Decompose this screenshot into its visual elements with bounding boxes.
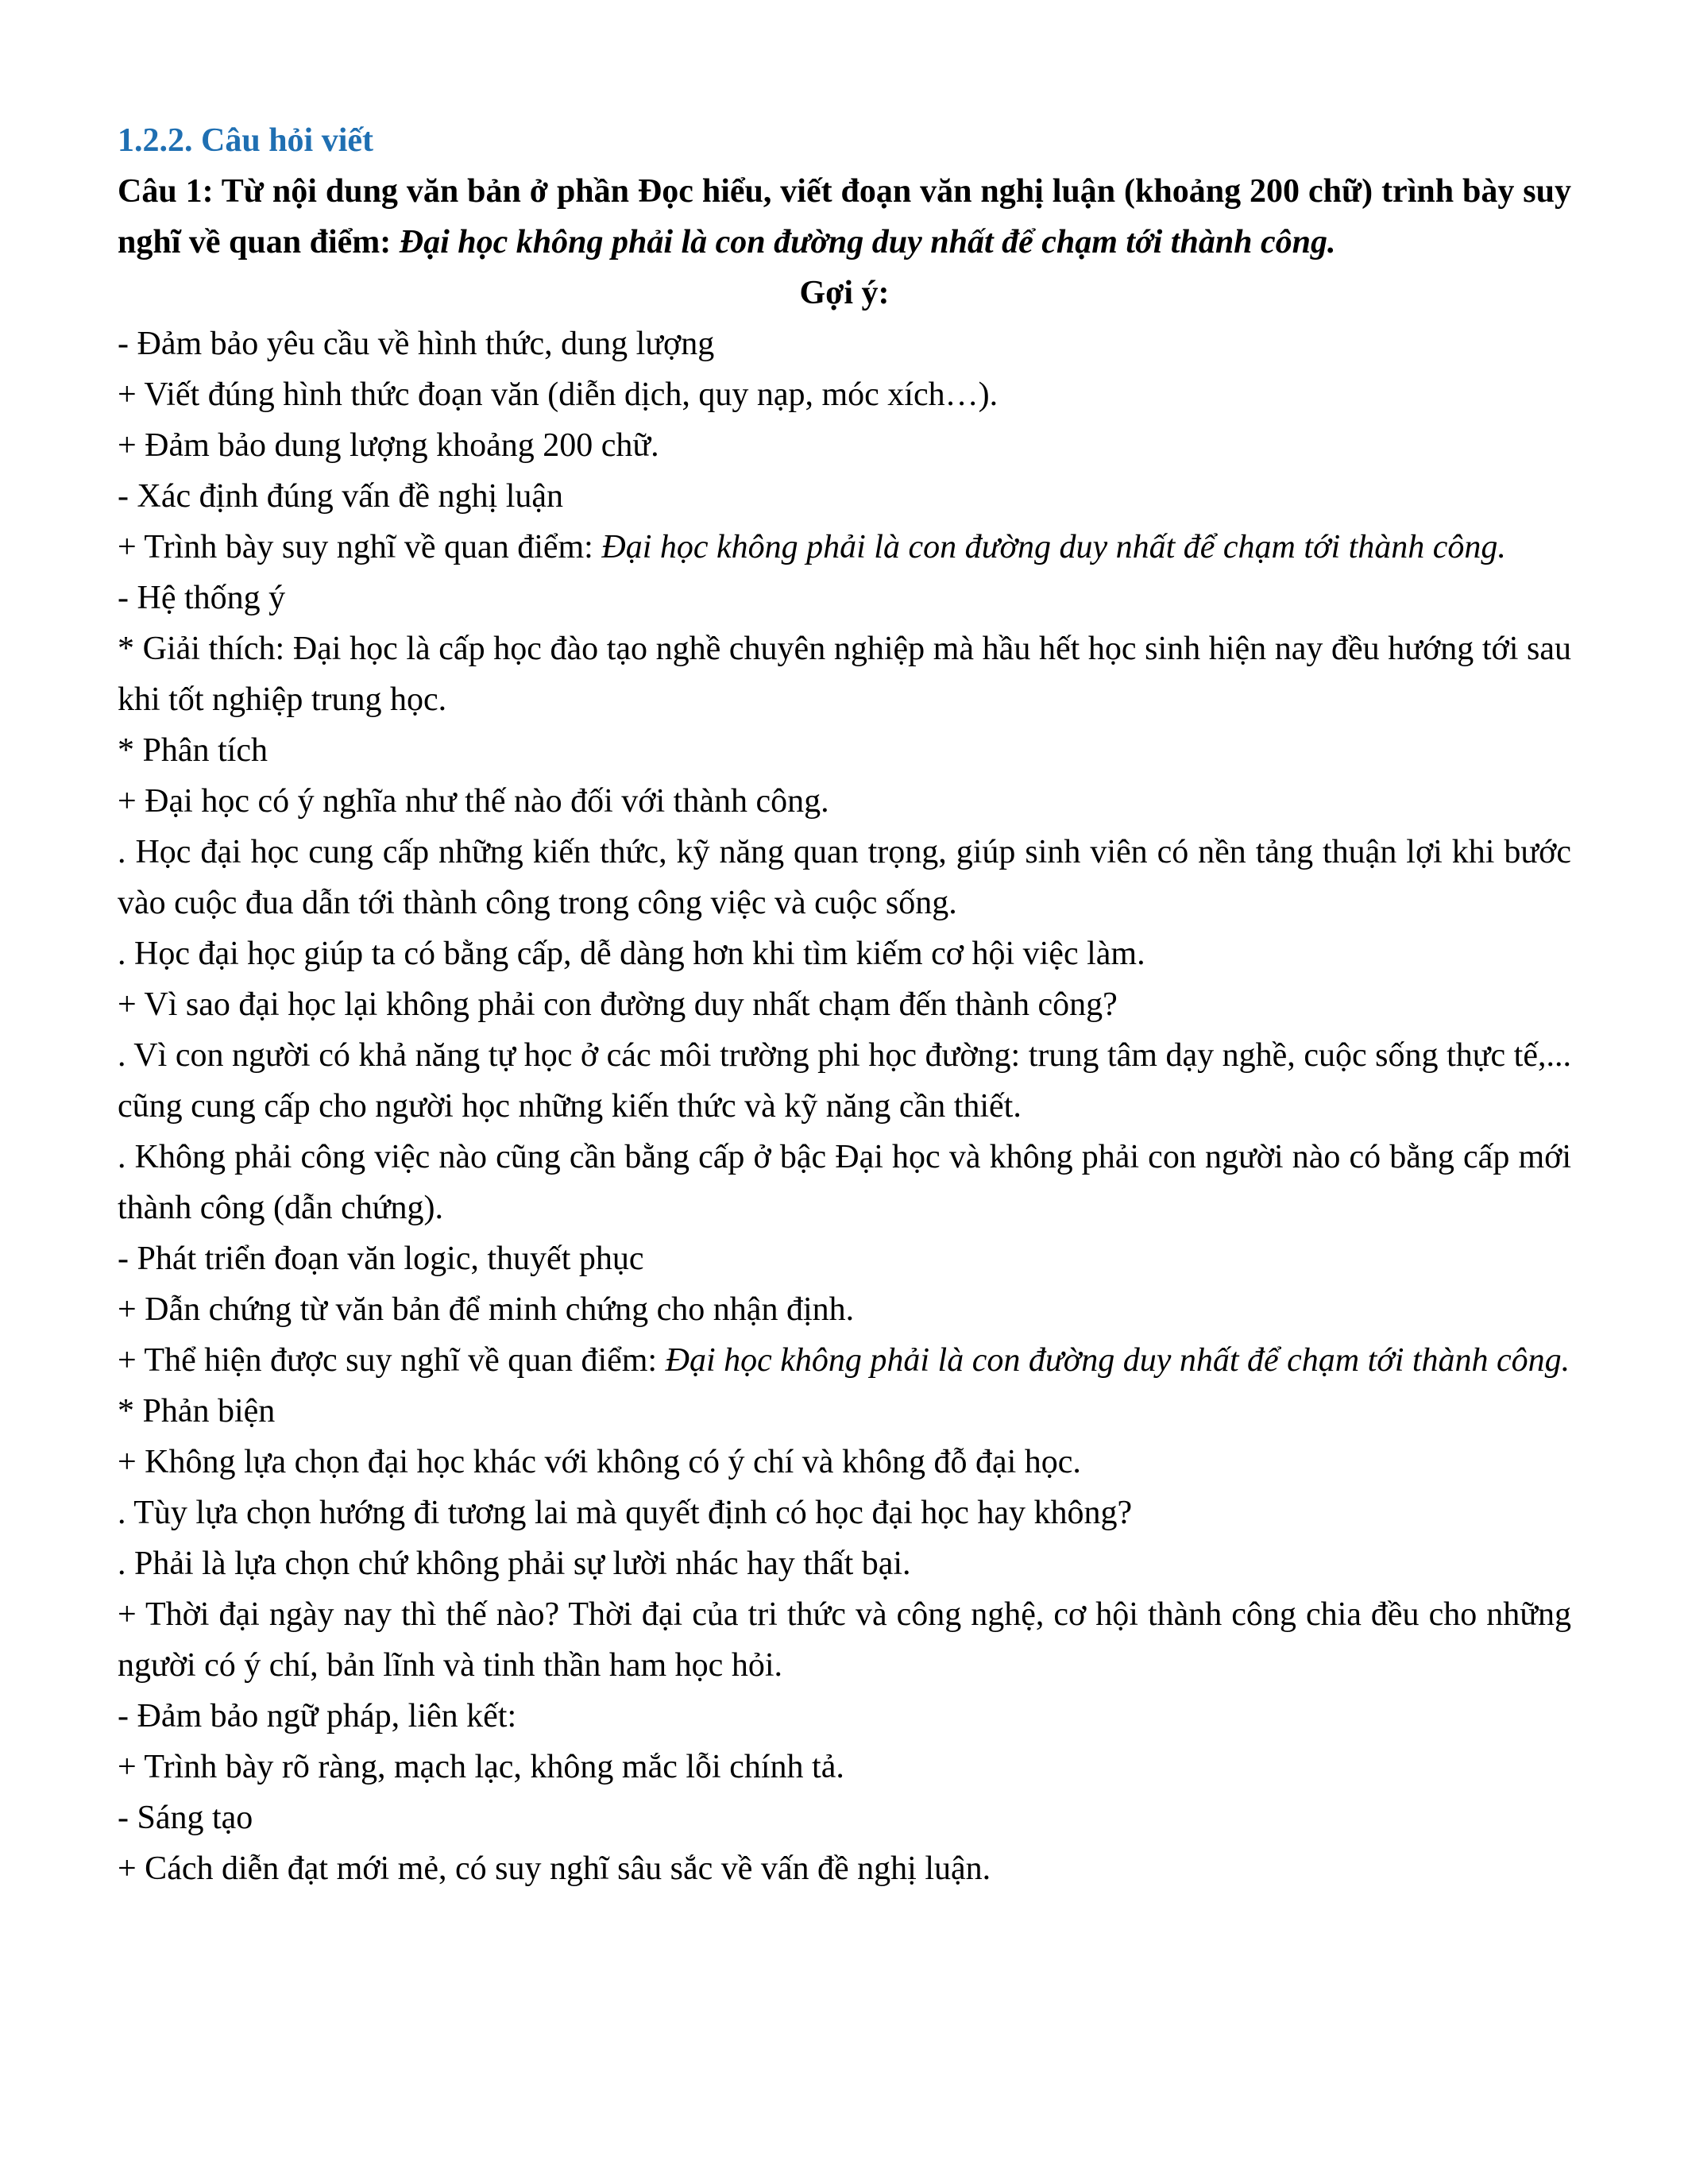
hint-line-text: + Thời đại ngày nay thì thế nào? Thời đại của tri thức và công nghệ, cơ hội thành công chia đều cho những người có ý chí, bản lĩnh và tinh thần ham học hỏi. [118,1596,1571,1684]
hint-line-text: + Đại học có ý nghĩa như thế nào đối với thành công. [118,783,829,820]
hint-line-text: * Giải thích: Đại học là cấp học đào tạo nghề chuyên nghiệp mà hầu hết học sinh hiện nay đều hướng tới sau khi tốt nghiệp trung học. [118,631,1571,718]
question-quote: Đại học không phải là con đường duy nhất để chạm tới thành công. [399,224,1336,260]
hint-title: Gợi ý: [799,275,890,311]
hint-line-text: . Tùy lựa chọn hướng đi tương lai mà quyết định có học đại học hay không? [118,1495,1133,1531]
hint-line-quote: Đại học không phải là con đường duy nhất để chạm tới thành công. [665,1342,1570,1379]
hint-line [118,420,1571,471]
hint-line [118,928,1571,979]
hint-line [118,1792,1571,1843]
hint-line-text: - Hệ thống ý [118,580,286,616]
hint-line [118,1030,1571,1132]
hint-line-text: . Không phải công việc nào cũng cần bằng cấp ở bậc Đại học và không phải con người nào có bằng cấp mới thành công (dẫn chứng). [118,1139,1571,1226]
hint-line-text: - Đảm bảo yêu cầu về hình thức, dung lượng [118,326,715,362]
hint-line-text: + Trình bày rõ ràng, mạch lạc, không mắc lỗi chính tả. [118,1749,844,1785]
hint-line [118,1843,1571,1894]
document-page [118,115,1571,1894]
hint-line [118,1233,1571,1284]
hint-line-text: . Vì con người có khả năng tự học ở các môi trường phi học đường: trung tâm dạy nghề, cuộc sống thực tế,... cũng cung cấp cho người học những kiến thức và kỹ năng cần thiết. [118,1037,1571,1125]
hint-line-text: - Sáng tạo [118,1800,253,1836]
hint-line-text: + Cách diễn đạt mới mẻ, có suy nghĩ sâu sắc về vấn đề nghị luận. [118,1850,991,1887]
hint-line-text: + Thể hiện được suy nghĩ về quan điểm: [118,1342,666,1379]
hint-list [118,318,1571,1894]
hint-line [118,1589,1571,1691]
hint-line [118,725,1571,776]
hint-line-text: + Dẫn chứng từ văn bản để minh chứng cho nhận định. [118,1291,855,1328]
hint-line-text: * Phân tích [118,732,268,769]
hint-line-text: + Viết đúng hình thức đoạn văn (diễn dịch, quy nạp, móc xích…). [118,376,999,413]
hint-line [118,1488,1571,1538]
hint-line-text: - Xác định đúng vấn đề nghị luận [118,478,564,515]
question-lead: Câu 1: Từ nội dung văn bản ở phần Đọc hiểu, viết đoạn văn nghị luận (khoảng 200 chữ) trình bày suy nghĩ về quan điểm: [118,173,1571,260]
hint-line-text: + Trình bày suy nghĩ về quan điểm: [118,529,602,565]
hint-line [118,1437,1571,1488]
hint-line-text: + Không lựa chọn đại học khác với không có ý chí và không đỗ đại học. [118,1444,1081,1480]
hint-line-text: - Phát triển đoạn văn logic, thuyết phục [118,1241,644,1277]
hint-line-text: . Học đại học giúp ta có bằng cấp, dễ dàng hơn khi tìm kiếm cơ hội việc làm. [118,936,1145,972]
question-1 [118,166,1571,268]
section-heading: 1.2.2. Câu hỏi viết [118,122,374,159]
hint-line [118,1538,1571,1589]
hint-line [118,1386,1571,1437]
hint-line [118,1691,1571,1742]
hint-line [118,623,1571,725]
hint-line-text: + Vì sao đại học lại không phải con đường duy nhất chạm đến thành công? [118,986,1118,1023]
hint-line [118,318,1571,369]
hint-line [118,369,1571,420]
hint-line [118,1335,1571,1386]
hint-line-quote: Đại học không phải là con đường duy nhất để chạm tới thành công. [601,529,1506,565]
hint-line [118,1284,1571,1335]
hint-line-text: - Đảm bảo ngữ pháp, liên kết: [118,1698,517,1734]
hint-line-text: * Phản biện [118,1393,276,1430]
hint-line [118,1132,1571,1233]
hint-line [118,471,1571,522]
hint-line-text: . Phải là lựa chọn chứ không phải sự lười nhác hay thất bại. [118,1545,911,1582]
hint-line [118,776,1571,827]
hint-line [118,979,1571,1030]
hint-line [118,827,1571,928]
hint-line-text: . Học đại học cung cấp những kiến thức, kỹ năng quan trọng, giúp sinh viên có nền tảng thuận lợi khi bước vào cuộc đua dẫn tới thành công trong công việc và cuộc sống. [118,834,1571,921]
hint-line [118,573,1571,623]
hint-line [118,1742,1571,1792]
hint-line-text: + Đảm bảo dung lượng khoảng 200 chữ. [118,427,659,464]
hint-line [118,522,1571,573]
